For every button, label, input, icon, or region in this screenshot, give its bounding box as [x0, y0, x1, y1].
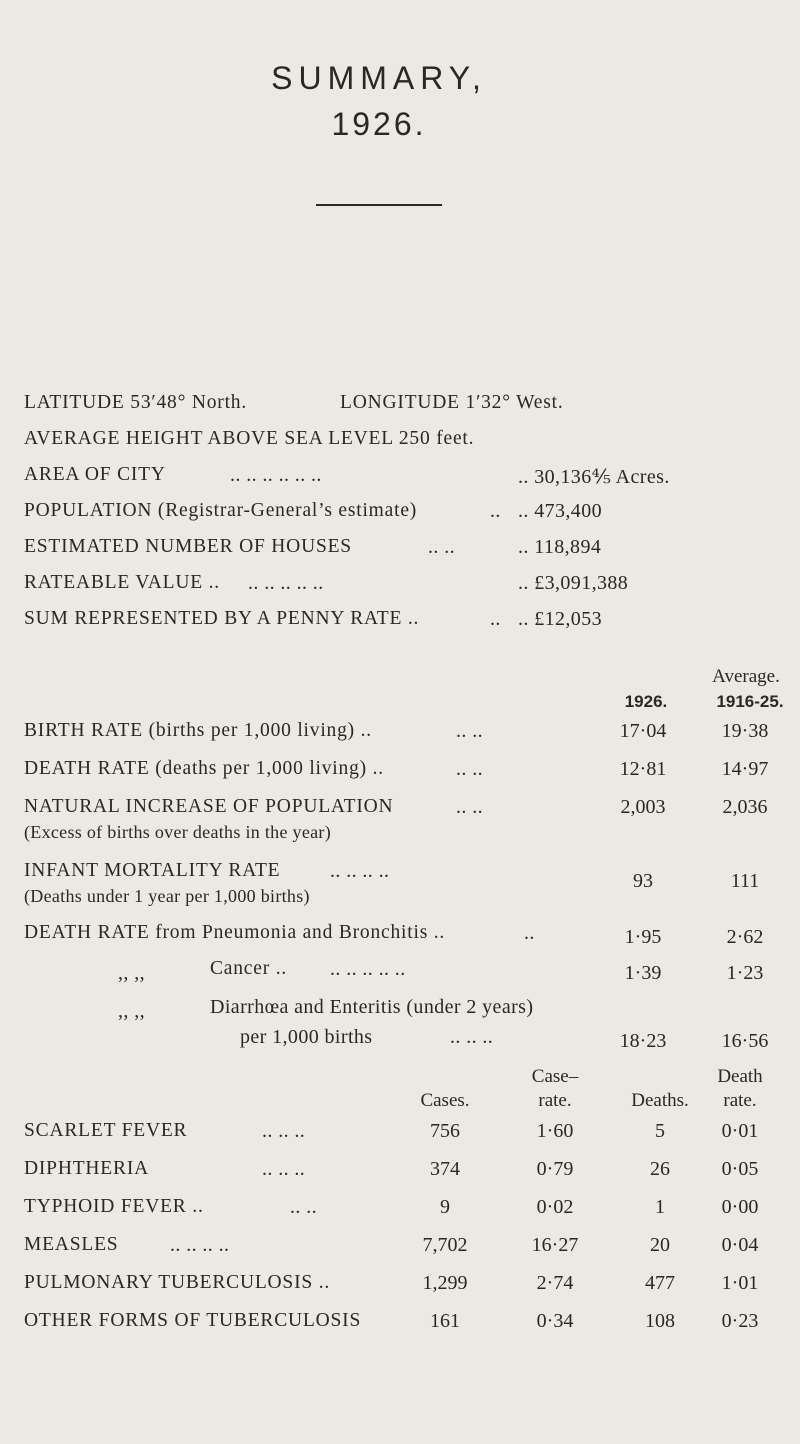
fact-leader-dots: ..: [490, 608, 501, 630]
column-header-1926: 1926.: [624, 692, 668, 711]
rate-sublabel-natural-increase: (Excess of births over deaths in the year): [24, 822, 331, 842]
disease-name-measles: MEASLES: [24, 1234, 119, 1255]
sea-level-height-text: AVERAGE HEIGHT ABOVE SEA LEVEL 250 feet.: [24, 428, 475, 449]
rate-leader-dots: ..: [524, 922, 535, 944]
column-header-deaths: Deaths.: [631, 1090, 689, 1111]
rate-leader-dots: .. .. .. .. ..: [330, 958, 406, 980]
column-header-cases: Cases.: [420, 1090, 470, 1111]
disease-leader-dots: .. .. ..: [262, 1120, 306, 1142]
fact-value-rateable-value: .. £3,091,388: [518, 572, 629, 594]
rate-1926-birth: 17·04: [619, 720, 667, 742]
rate-1926-cancer: 1·39: [624, 962, 662, 984]
rate-average-infant-mortality: 111: [730, 870, 760, 892]
fact-label-population: POPULATION (Registrar-General’s estimate): [24, 500, 418, 521]
rate-leader-dots: .. ..: [456, 720, 483, 742]
fact-leader-dots: ..: [490, 500, 501, 522]
rate-leader-dots: .. ..: [456, 758, 483, 780]
disease-deaths-diphtheria: 26: [650, 1158, 670, 1180]
disease-deaths-measles: 20: [650, 1234, 670, 1256]
rate-leader-dots: .. .. .. ..: [330, 860, 390, 882]
page-year: 1926.: [331, 106, 427, 142]
disease-death-rate-pulmonary-tuberculosis: 1·01: [721, 1272, 759, 1294]
fact-leader-dots: .. .. .. .. .. ..: [230, 464, 322, 486]
disease-deaths-pulmonary-tuberculosis: 477: [645, 1272, 675, 1294]
rate-average-death: 14·97: [721, 758, 769, 780]
title-divider: [316, 204, 442, 206]
rate-label-death: DEATH RATE (deaths per 1,000 living) ..: [24, 758, 384, 779]
disease-case-rate-typhoid-fever: 0·02: [536, 1196, 574, 1218]
disease-name-scarlet-fever: SCARLET FEVER: [24, 1120, 188, 1141]
column-header-death-rate: rate.: [723, 1090, 757, 1111]
disease-case-rate-measles: 16·27: [531, 1234, 579, 1256]
rate-average-pneumonia-bronchitis: 2·62: [726, 926, 764, 948]
disease-death-rate-diphtheria: 0·05: [721, 1158, 759, 1180]
rate-sublabel-infant-mortality: (Deaths under 1 year per 1,000 births): [24, 886, 310, 906]
column-header-average-years: 1916-25.: [716, 692, 784, 711]
fact-value-area: .. 30,136⅘ Acres.: [518, 466, 670, 488]
rate-leader-dots: .. ..: [456, 796, 483, 818]
disease-death-rate-scarlet-fever: 0·01: [721, 1120, 759, 1142]
fact-value-houses: .. 118,894: [518, 536, 602, 558]
disease-cases-measles: 7,702: [422, 1234, 468, 1256]
rate-label-infant-mortality: INFANT MORTALITY RATE: [24, 860, 281, 881]
column-header-death-rate: Death: [717, 1066, 763, 1087]
rate-sublabel-diarrhoea-enteritis: per 1,000 births: [240, 1026, 373, 1048]
longitude-text: LONGITUDE 1′32° West.: [340, 392, 564, 413]
rate-label-diarrhoea-enteritis: Diarrhœa and Enteritis (under 2 years): [210, 996, 534, 1018]
fact-value-penny-rate: .. £12,053: [518, 608, 602, 630]
fact-value-population: .. 473,400: [518, 500, 602, 522]
rate-1926-natural-increase: 2,003: [620, 796, 666, 818]
fact-leader-dots: .. ..: [428, 536, 455, 558]
disease-cases-other-tuberculosis: 161: [430, 1310, 460, 1332]
rate-1926-pneumonia-bronchitis: 1·95: [624, 926, 662, 948]
fact-label-area: AREA OF CITY: [24, 464, 166, 485]
rate-leader-dots: .. .. ..: [450, 1026, 494, 1048]
rate-1926-diarrhoea-enteritis: 18·23: [619, 1030, 667, 1052]
disease-name-diphtheria: DIPHTHERIA: [24, 1158, 149, 1179]
disease-death-rate-other-tuberculosis: 0·23: [721, 1310, 759, 1332]
rate-average-diarrhoea-enteritis: 16·56: [721, 1030, 769, 1052]
disease-case-rate-scarlet-fever: 1·60: [536, 1120, 574, 1142]
disease-death-rate-measles: 0·04: [721, 1234, 759, 1256]
ditto-marks: ,, ,,: [118, 962, 145, 984]
disease-leader-dots: .. ..: [290, 1196, 317, 1218]
disease-name-typhoid-fever: TYPHOID FEVER ..: [24, 1196, 204, 1217]
ditto-marks: ,, ,,: [118, 1000, 145, 1022]
rate-average-natural-increase: 2,036: [722, 796, 768, 818]
column-header-case-rate: Case–: [531, 1066, 579, 1087]
disease-deaths-other-tuberculosis: 108: [645, 1310, 675, 1332]
disease-death-rate-typhoid-fever: 0·00: [721, 1196, 759, 1218]
average-heading: Average.: [712, 666, 780, 687]
disease-cases-typhoid-fever: 9: [440, 1196, 450, 1218]
latitude-text: LATITUDE 53′48° North.: [24, 392, 248, 413]
disease-leader-dots: .. .. ..: [262, 1158, 306, 1180]
fact-leader-dots: .. .. .. .. ..: [248, 572, 324, 594]
disease-case-rate-other-tuberculosis: 0·34: [536, 1310, 574, 1332]
rate-label-natural-increase: NATURAL INCREASE OF POPULATION: [24, 796, 394, 817]
rate-1926-death: 12·81: [619, 758, 667, 780]
column-header-case-rate: rate.: [538, 1090, 572, 1111]
page-title: SUMMARY,: [271, 60, 487, 96]
disease-deaths-typhoid-fever: 1: [655, 1196, 665, 1218]
disease-cases-diphtheria: 374: [430, 1158, 460, 1180]
disease-cases-pulmonary-tuberculosis: 1,299: [422, 1272, 468, 1294]
disease-leader-dots: .. .. .. ..: [170, 1234, 230, 1256]
rate-label-birth: BIRTH RATE (births per 1,000 living) ..: [24, 720, 372, 741]
rate-average-birth: 19·38: [721, 720, 769, 742]
disease-cases-scarlet-fever: 756: [430, 1120, 460, 1142]
rate-label-pneumonia-bronchitis: DEATH RATE from Pneumonia and Bronchitis ..: [24, 922, 446, 943]
disease-case-rate-pulmonary-tuberculosis: 2·74: [536, 1272, 574, 1294]
fact-label-penny-rate: SUM REPRESENTED BY A PENNY RATE ..: [24, 608, 420, 629]
rate-average-cancer: 1·23: [726, 962, 764, 984]
disease-case-rate-diphtheria: 0·79: [536, 1158, 574, 1180]
rate-label-cancer: Cancer ..: [210, 958, 288, 979]
rate-1926-infant-mortality: 93: [633, 870, 653, 892]
fact-label-houses: ESTIMATED NUMBER OF HOUSES: [24, 536, 352, 557]
disease-name-pulmonary-tuberculosis: PULMONARY TUBERCULOSIS ..: [24, 1272, 331, 1293]
fact-label-rateable-value: RATEABLE VALUE ..: [24, 572, 220, 593]
disease-deaths-scarlet-fever: 5: [655, 1120, 665, 1142]
disease-name-other-tuberculosis: OTHER FORMS OF TUBERCULOSIS: [24, 1310, 362, 1331]
